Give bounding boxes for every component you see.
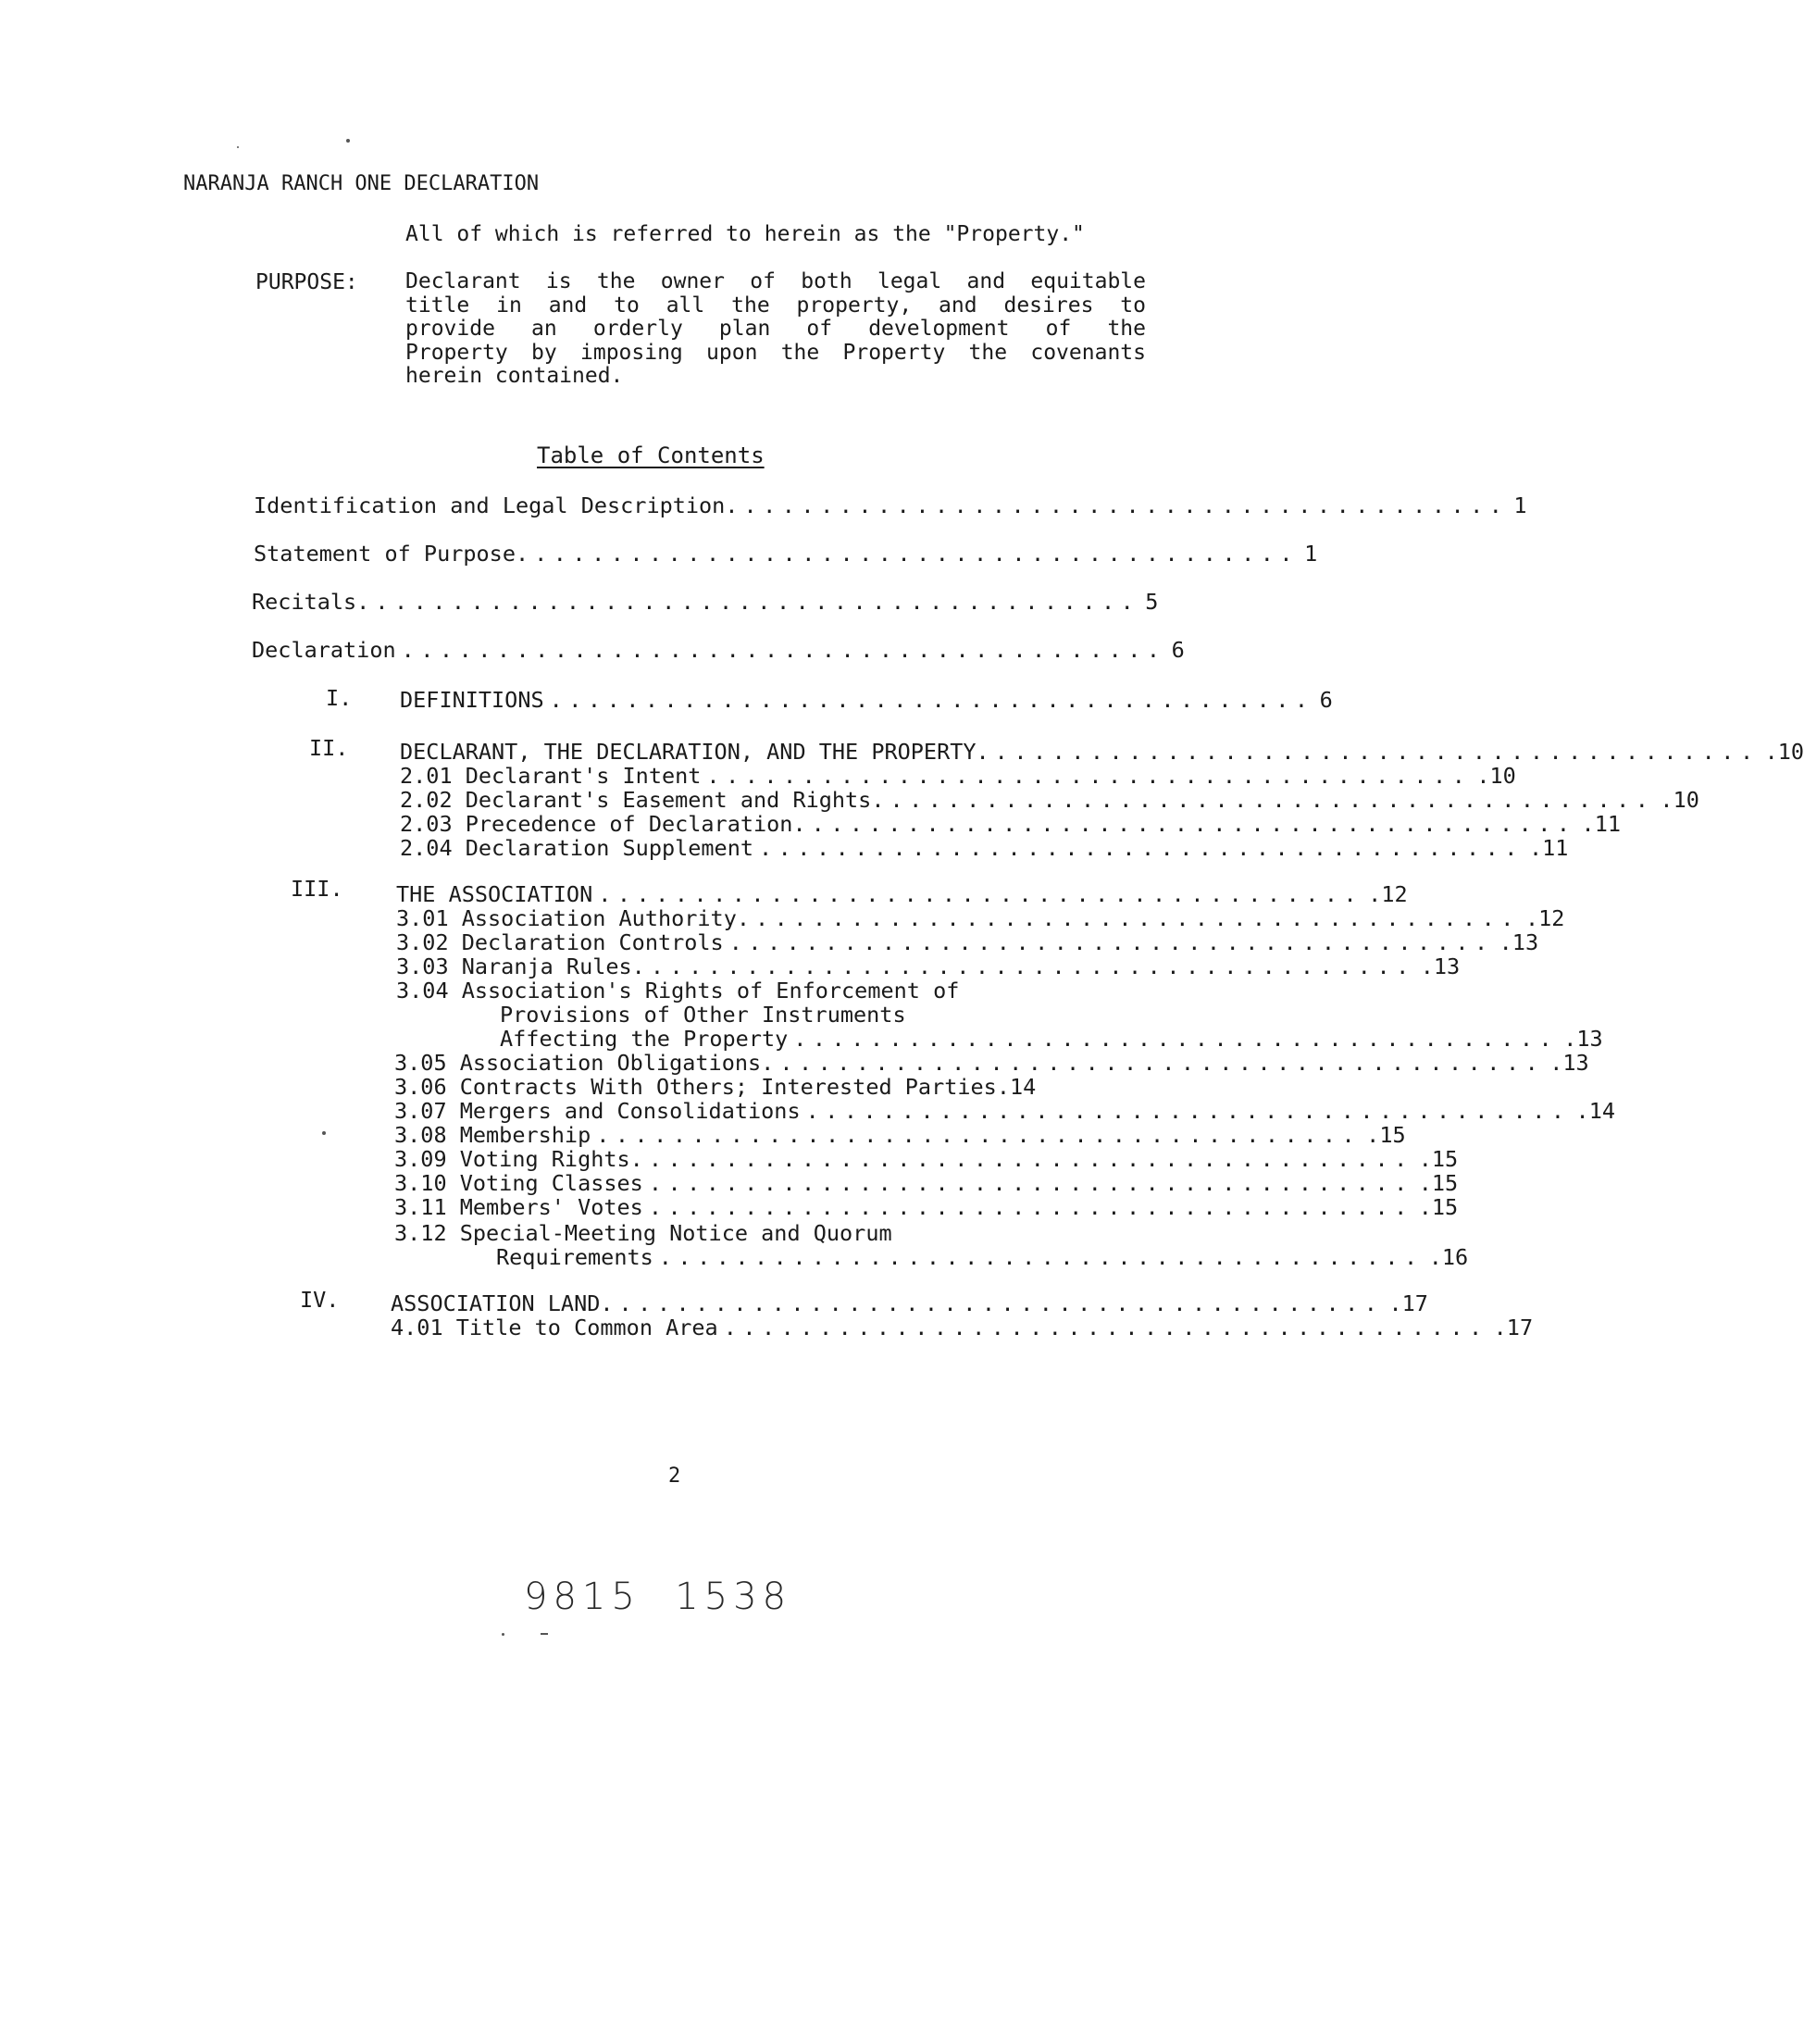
toc-section-label: 3.11 Members' Votes [394,1194,643,1220]
toc-leader: ........................................ [743,492,1509,518]
toc-leader: ........................................ [596,1122,1362,1148]
toc-leader: ........................................ [648,1146,1413,1172]
article-number: I. [326,685,353,711]
toc-section-page: .16 [1428,1244,1469,1270]
toc-article-label: DEFINITIONS [400,687,544,713]
purpose-text [405,270,1146,389]
toc-entry [252,637,1185,663]
toc-section-page: .17 [1493,1315,1534,1340]
toc-section-page: .15 [1418,1194,1459,1220]
toc-section-page: .10 [1476,763,1516,789]
toc-entry [254,541,1318,567]
purpose-line: Property by imposing upon the Property the covenants [405,340,1146,365]
toc-article-label: THE ASSOCIATION [396,881,593,907]
toc-article-label: ASSOCIATION LAND. [391,1290,614,1316]
toc-leader: ........................................ [811,811,1576,837]
toc-article [400,687,1333,713]
toc-article [391,1290,1428,1316]
toc-section [396,929,1539,955]
toc-entry-label: Identification and Legal Description. [254,492,739,518]
toc-entry-label: Statement of Purpose. [254,541,529,567]
toc-article-page: .17 [1388,1290,1428,1316]
toc-section-label: 3.04 Association's Rights of Enforcement of [396,978,960,1003]
toc-leader: ........................................ [793,1026,1559,1052]
toc-section-label: 3.02 Declaration Controls [396,929,724,955]
toc-section-label: 3.10 Voting Classes [394,1170,643,1196]
toc-entry-page: 6 [1171,637,1185,663]
purpose-line: title in and to all the property, and desires to [405,293,1146,318]
scan-speck [237,146,239,148]
toc-section [500,1002,1129,1028]
toc-section-label: 3.05 Association Obligations. [394,1050,775,1076]
toc-leader: ........................................ [598,881,1363,907]
toc-title: Table of Contents [537,442,765,468]
toc-section [394,1074,1129,1100]
toc-article-page: .12 [1368,881,1408,907]
toc-section-label: 2.03 Precedence of Declaration. [400,811,806,837]
toc-section-label: Requirements [496,1244,653,1270]
toc-leader: ........................................ [706,763,1472,789]
toc-leader: ........................................ [759,835,1524,861]
toc-section-page: .11 [1581,811,1621,837]
toc-leader: ........................................ [648,1194,1413,1220]
toc-section [396,978,1129,1003]
toc-article-label: DECLARANT, THE DECLARATION, AND THE PROPERTY. [400,739,989,765]
toc-section-page: .13 [1549,1050,1589,1076]
intro-text: All of which is referred to herein as the "Property." [405,222,1085,246]
toc-section-page: .15 [1418,1146,1459,1172]
toc-section-label: 2.04 Declaration Supplement [400,835,754,861]
toc-leader: ........................................ [648,1170,1413,1196]
toc-leader: ........................................ [534,541,1300,567]
toc-leader: ........................................ [401,637,1166,663]
toc-section-label: 3.06 Contracts With Others; Interested Parties. [394,1074,1010,1100]
toc-section [394,1220,1129,1246]
toc-article [400,739,1804,765]
purpose-label: PURPOSE: [255,270,358,294]
toc-section [394,1098,1615,1124]
toc-entry-page: 5 [1145,589,1159,615]
toc-leader: ........................................ [658,1244,1424,1270]
toc-section [394,1050,1589,1076]
toc-section-label: 3.03 Naranja Rules. [396,953,645,979]
toc-section [400,811,1621,837]
purpose-line: herein contained. [405,364,624,388]
toc-section-label: 3.12 Special-Meeting Notice and Quorum [394,1220,892,1246]
toc-article-page: .10 [1764,739,1804,765]
toc-section-label: 2.01 Declarant's Intent [400,763,702,789]
toc-section-label: 4.01 Title to Common Area [391,1315,718,1340]
page-number: 2 [668,1464,681,1488]
scan-speck [322,1131,326,1135]
toc-section [500,1026,1603,1052]
toc-section [394,1194,1459,1220]
toc-leader: ........................................ [994,739,1760,765]
toc-section-page: .13 [1563,1026,1603,1052]
article-number: IV. [300,1287,340,1313]
toc-section-label: Provisions of Other Instruments [500,1002,906,1028]
toc-entry [252,589,1159,615]
toc-leader: ........................................ [650,953,1415,979]
toc-section [391,1315,1534,1340]
toc-section-page: .10 [1660,787,1699,813]
toc-article [396,881,1408,907]
toc-article-page: 6 [1319,687,1333,713]
toc-leader: ........................................ [890,787,1655,813]
recording-stamp: 9815 1538 [524,1576,792,1618]
toc-section-label: 3.09 Voting Rights. [394,1146,643,1172]
toc-section-label: 2.02 Declarant's Easement and Rights. [400,787,885,813]
article-number: II. [309,735,349,761]
toc-section [396,953,1461,979]
toc-section-page: .13 [1420,953,1461,979]
toc-section-page: .14 [1575,1098,1615,1124]
scan-speck [346,139,350,143]
toc-leader: ........................................ [723,1315,1488,1340]
document-header: NARANJA RANCH ONE DECLARATION [183,172,540,195]
toc-leader: ........................................ [779,1050,1545,1076]
toc-section-page: .13 [1499,929,1539,955]
toc-entry [254,492,1527,518]
toc-leader: ........................................ [549,687,1314,713]
toc-section-page: .15 [1366,1122,1406,1148]
toc-entry-label: Recitals. [252,589,370,615]
toc-entry-page: 1 [1513,492,1527,518]
toc-section-label: 3.01 Association Authority. [396,905,751,931]
toc-section [394,1146,1459,1172]
toc-section [394,1170,1459,1196]
toc-section [496,1244,1469,1270]
toc-section [400,787,1699,813]
toc-section [400,835,1569,861]
toc-leader: ........................................ [375,589,1140,615]
toc-leader: ........................................ [728,929,1494,955]
toc-section-label: Affecting the Property [500,1026,789,1052]
toc-leader: ........................................ [805,1098,1571,1124]
toc-section-page: 14 [1009,1074,1037,1100]
toc-entry-page: 1 [1304,541,1318,567]
toc-section-label: 3.08 Membership [394,1122,591,1148]
toc-section-page: .12 [1524,905,1565,931]
purpose-line: Declarant is the owner of both legal and equitable [405,269,1146,293]
toc-leader: ........................................ [755,905,1520,931]
toc-section [400,763,1516,789]
purpose-line: provide an orderly plan of development of the [405,317,1146,341]
toc-section [394,1122,1406,1148]
toc-section-label: 3.07 Mergers and Consolidations [394,1098,801,1124]
toc-section [396,905,1565,931]
toc-section-page: .11 [1528,835,1569,861]
article-number: III. [291,876,343,902]
scan-speck [541,1633,548,1635]
toc-section-page: .15 [1418,1170,1459,1196]
scan-speck [502,1633,504,1636]
toc-entry-label: Declaration [252,637,396,663]
toc-leader: ........................................ [618,1290,1384,1316]
